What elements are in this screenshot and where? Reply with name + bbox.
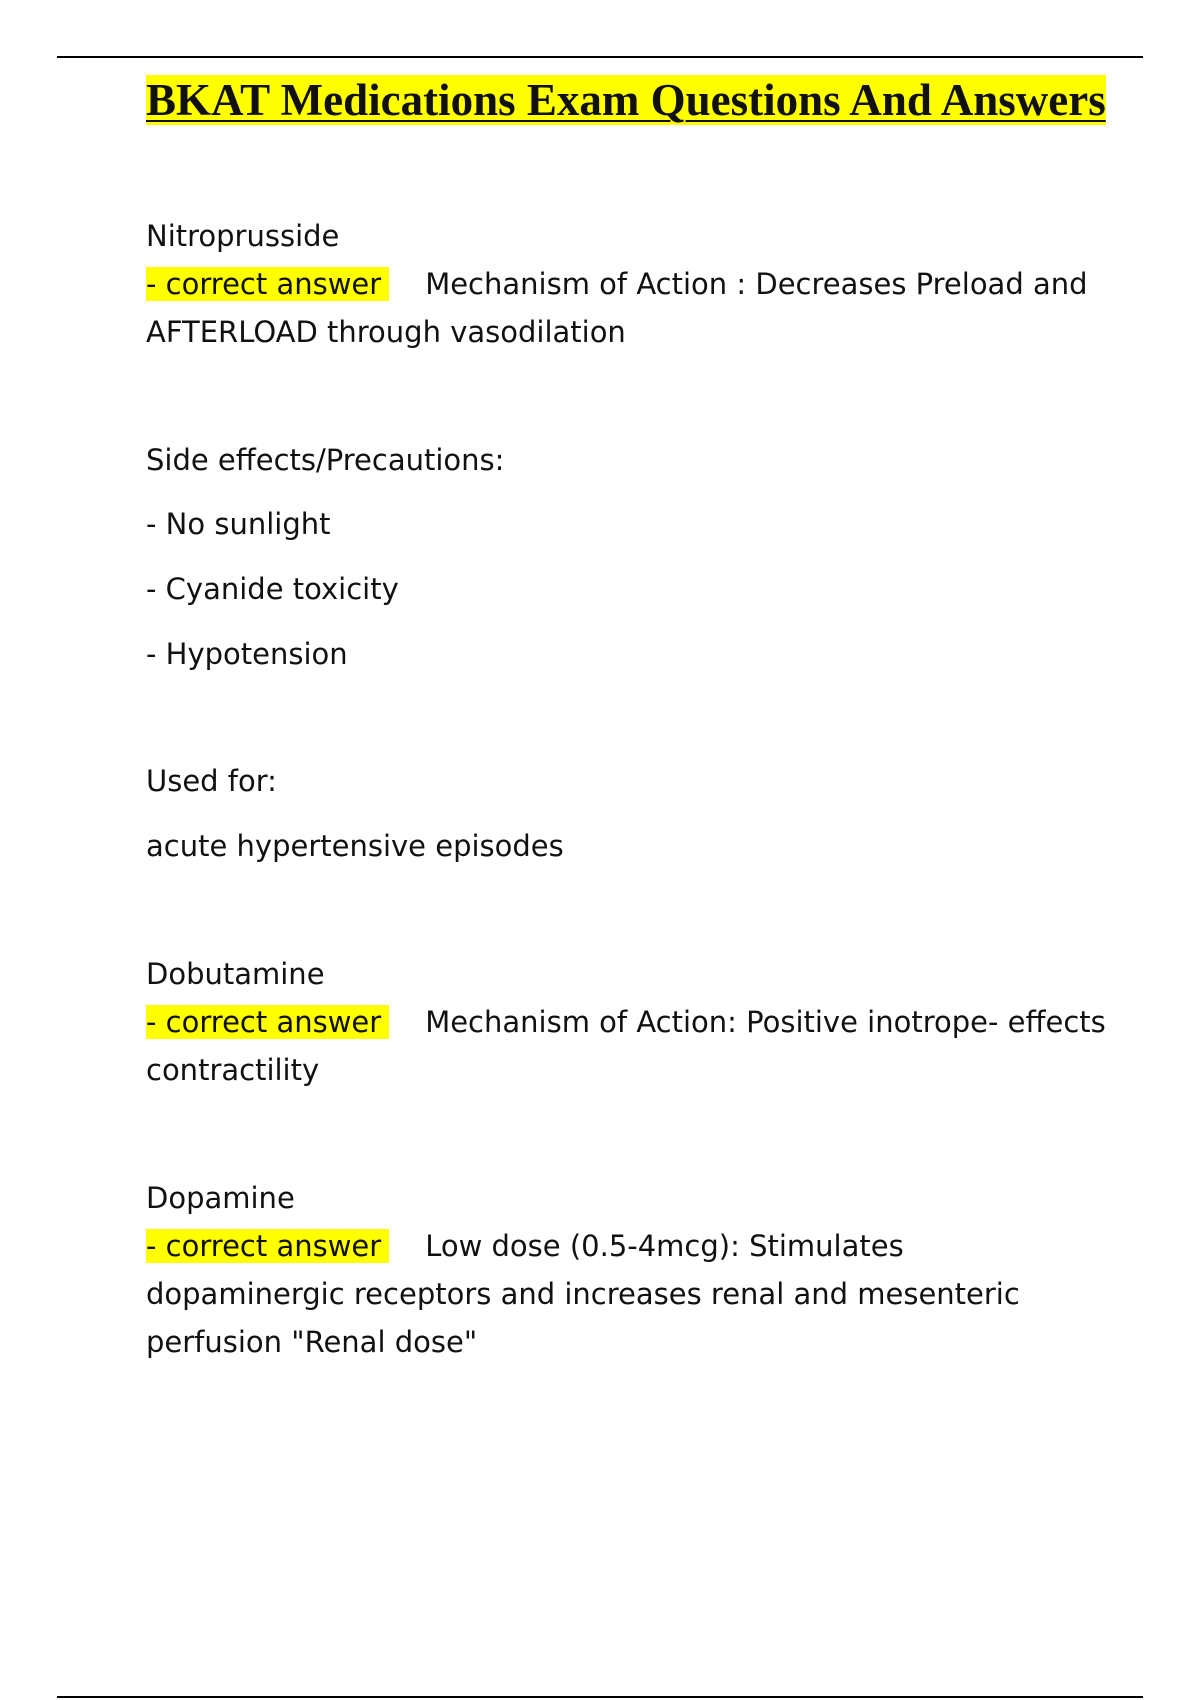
- term-dopamine: Dopamine: [146, 1181, 295, 1215]
- correct-answer-badge: - correct answer: [146, 1005, 389, 1039]
- side-effects-section: [146, 436, 1106, 484]
- qa-entry-nitroprusside: [146, 212, 1106, 356]
- answer-nitroprusside: [146, 260, 1106, 356]
- side-effect-item: - No sunlight: [146, 507, 331, 541]
- side-effects-heading: Side effects/Precautions:: [146, 443, 505, 477]
- term-dobutamine: Dobutamine: [146, 957, 325, 991]
- used-for-heading: Used for:: [146, 764, 277, 798]
- answer-dobutamine: [146, 998, 1106, 1094]
- top-page-rule: [57, 56, 1143, 58]
- qa-entry-dopamine: [146, 1174, 1106, 1366]
- correct-answer-badge: - correct answer: [146, 267, 389, 301]
- document-body: [146, 72, 1106, 1359]
- side-effect-item: - Cyanide toxicity: [146, 572, 399, 606]
- bottom-page-rule: [57, 1696, 1143, 1698]
- answer-text: Mechanism of Action : Decreases Preload and AFTERLOAD through vasodilation: [146, 267, 1088, 349]
- side-effect-item: - Hypotension: [146, 637, 348, 671]
- correct-answer-badge: - correct answer: [146, 1229, 389, 1263]
- used-for-text: acute hypertensive episodes: [146, 829, 564, 863]
- qa-entry-dobutamine: [146, 950, 1106, 1094]
- document-title: BKAT Medications Exam Questions And Answers: [146, 75, 1106, 125]
- answer-dopamine: [146, 1222, 1106, 1366]
- answer-text: Low dose (0.5-4mcg): Stimulates dopaminergic receptors and increases renal and mesenteric perfusion "Renal dose": [146, 1229, 1020, 1359]
- answer-text: Mechanism of Action: Positive inotrope- effects contractility: [146, 1005, 1106, 1087]
- term-nitroprusside: Nitroprusside: [146, 219, 340, 253]
